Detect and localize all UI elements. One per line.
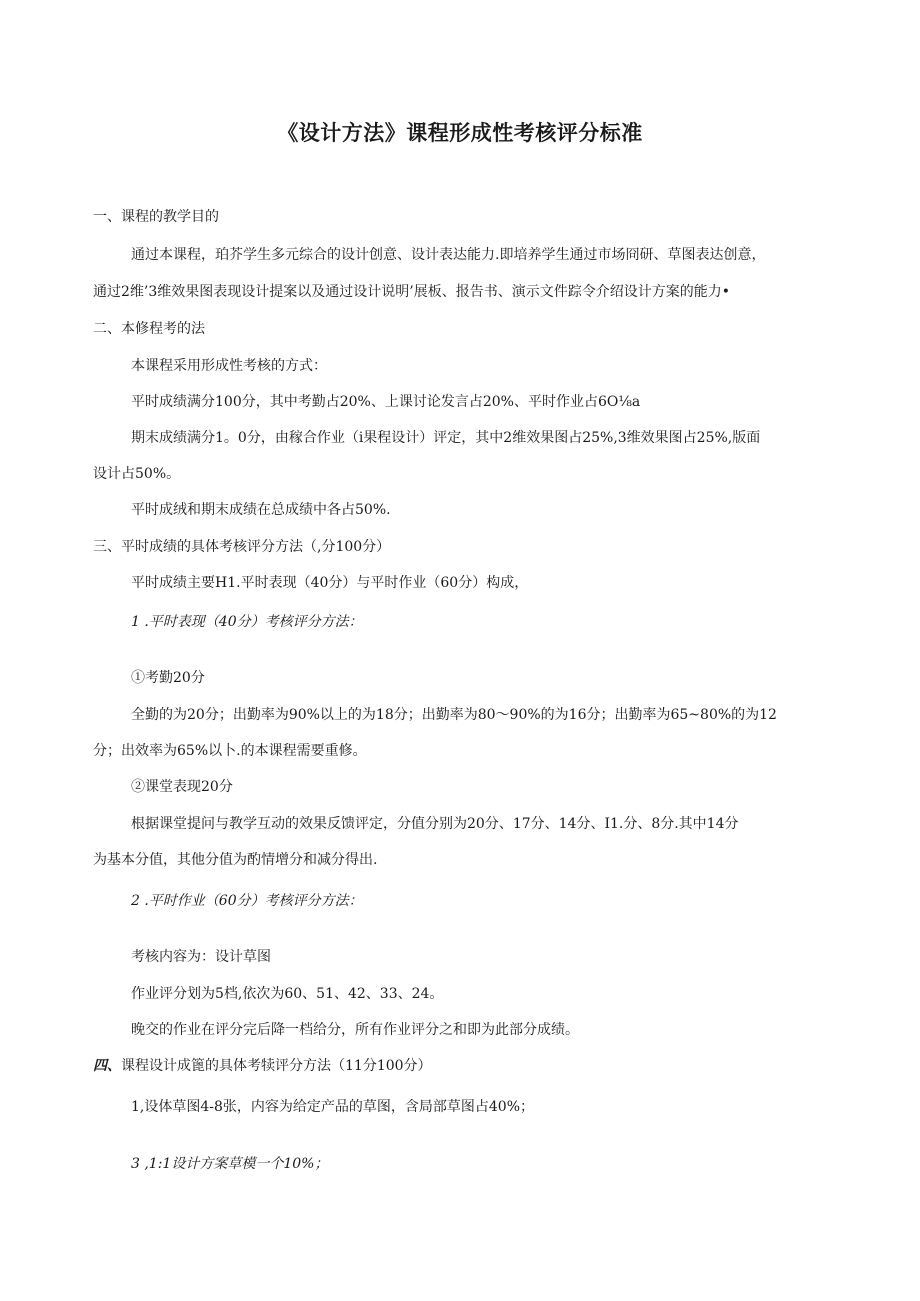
paragraph-line: 平时成绒和期末成绩在总成绩中各占50%.: [131, 502, 391, 518]
paragraph-line: 作业评分划为5档,依次为60、51、42、33、24。: [131, 986, 444, 1002]
paragraph-line: 平时成绩主要H1.平时表现（40分）与平时作业（60分）构成，: [131, 575, 529, 591]
section-heading-4: [93, 1057, 432, 1075]
item-heading: ①考勤20分: [131, 670, 205, 686]
paragraph-line: 本课程采用形成性考核的方式：: [131, 358, 327, 374]
section-heading-2: 二、本修程考的法: [93, 321, 205, 337]
section-heading-3: 三、平时成绩的具体考核评分方法（,分100分）: [93, 539, 391, 555]
paragraph-line: 通过本课程，珀芥学生多元综合的设计创意、设计表达能力.即培养学生通过市场冏研、草图表达创意，: [131, 247, 766, 263]
item-heading: ②课堂表现20分: [131, 779, 233, 795]
section-number: 四、: [93, 1058, 121, 1074]
paragraph-line: 期末成绩满分1。0分，由稼合作业（i果程设计）评定，其中2维效果图占25%,3维效果图占25%,版面: [131, 430, 761, 446]
document-title: 《设计方法》课程形成性考核评分标准: [277, 121, 643, 145]
paragraph-line: 平时成绩满分100分，其中考勤占20%、上课讨论发言占20%、平时作业占6O⅛a: [131, 394, 641, 410]
list-item: 1,设体草图4-8张，内容为给定产品的草图，含局部草图占40%；: [131, 1099, 535, 1115]
paragraph-line: 全勤的为20分；出勤率为90%以上的为18分；出勤率为80〜90%的为16分；出勤率为65~80%的为12: [131, 707, 777, 723]
paragraph-line: 根据课堂提问与教学互动的效果反馈评定，分值分别为20分、17分、14分、I1.分、8分.其中14分: [131, 816, 739, 832]
section-title: 课程设计成篦的具体考犊评分方法（11分100分）: [121, 1058, 432, 1074]
paragraph-line: 设计占50%。: [93, 466, 181, 482]
paragraph-line: 通过2维’3维效果图表现设计提案以及通过设计说明’展板、报告书、演示文件踪令介绍设计方案的能力•: [93, 284, 730, 300]
section-heading-1: 一、课程的教学目的: [93, 209, 219, 225]
subsection-heading-1: 1 .平时表现（40分）考核评分方法：: [131, 614, 363, 630]
paragraph-line: 为基本分值，其他分值为酌情增分和减分得出.: [93, 852, 378, 868]
subsection-heading-2: 2 .平时作业（60分）考核评分方法：: [131, 893, 363, 909]
paragraph-line: 晚交的作业在评分完后降一档给分，所有作业评分之和即为此部分成绩。: [131, 1022, 579, 1038]
paragraph-line: 考核内容为：设计草图: [131, 949, 271, 965]
paragraph-line: 分；出效率为65%以卜.的本课程需要重修。: [93, 743, 367, 759]
list-item: 3 ,1:1设计方案草模一个10%；: [131, 1156, 329, 1172]
